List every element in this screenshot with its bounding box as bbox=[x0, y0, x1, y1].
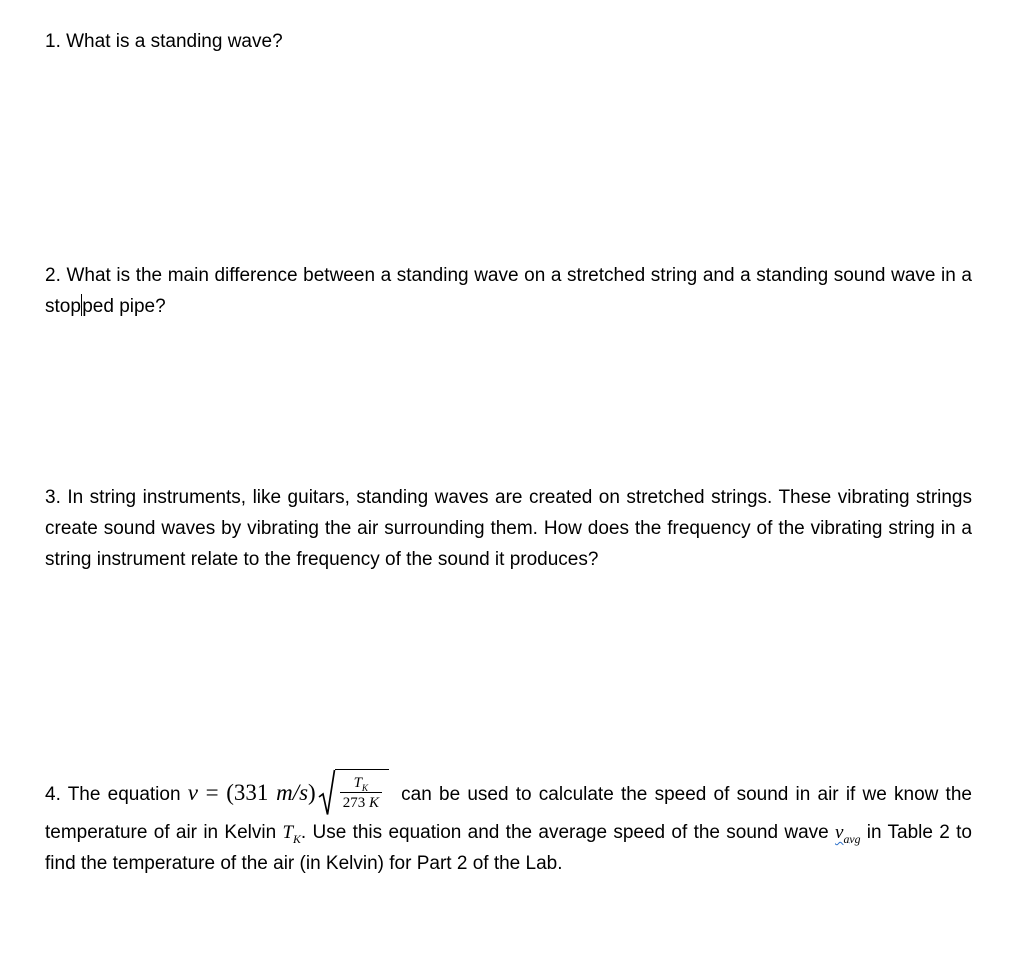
numerator-T: T bbox=[353, 775, 362, 791]
inline-tk-sub: K bbox=[293, 832, 301, 846]
fraction bbox=[340, 774, 382, 812]
vavg-spellcheck bbox=[835, 822, 861, 846]
question-3 bbox=[45, 482, 972, 575]
equation-coefficient: (331 bbox=[226, 780, 277, 805]
denominator-unit: K bbox=[368, 795, 379, 811]
vavg-sub: avg bbox=[843, 832, 861, 846]
document-page[interactable] bbox=[45, 26, 972, 879]
radical-sign-icon bbox=[318, 769, 336, 817]
question-4-mid: . Use this equation and the average speed of the sound wave bbox=[300, 822, 836, 843]
inline-tk-main: T bbox=[282, 822, 294, 843]
question-4 bbox=[45, 769, 972, 879]
square-root bbox=[318, 769, 389, 817]
fraction-denominator bbox=[340, 792, 382, 812]
question-4-suffix: in Table 2 to find the temperature of the air (in Kelvin) for Part 2 of the Lab. bbox=[45, 822, 972, 874]
question-4-prefix: 4. The equation bbox=[45, 784, 188, 805]
question-2 bbox=[45, 260, 972, 322]
vavg-main: v bbox=[835, 822, 844, 843]
question-1-text: 1. What is a standing wave? bbox=[45, 31, 283, 52]
question-4-after-equation: can be used to calculate the speed of sound in air if we know the temperature of air in Kelvin bbox=[45, 784, 972, 843]
question-2-text-before-cursor: 2. What is the main difference between a standing wave on a stretched string and a standing sound wave in a stop bbox=[45, 265, 972, 317]
denominator-value: 273 bbox=[342, 795, 369, 811]
radicand bbox=[335, 769, 389, 815]
fraction-numerator bbox=[354, 774, 369, 792]
speed-of-sound-equation bbox=[187, 775, 394, 811]
equation-equals-sign: = bbox=[197, 780, 227, 805]
equation-variable-v: v bbox=[187, 780, 198, 805]
inline-tk-variable bbox=[282, 822, 301, 846]
question-1 bbox=[45, 26, 972, 57]
question-3-text: 3. In string instruments, like guitars, standing waves are created on stretched strings. These vibrating strings create sound waves by vibrating the air surrounding them. How does the frequency of the vibrating string in a string instrument relate to the frequency of the sound it produces? bbox=[45, 487, 972, 570]
equation-units: m/s bbox=[276, 780, 309, 805]
question-2-text-after-cursor: ped pipe? bbox=[82, 296, 166, 317]
numerator-sub-K: K bbox=[361, 784, 369, 794]
equation-close-paren: ) bbox=[308, 780, 316, 805]
